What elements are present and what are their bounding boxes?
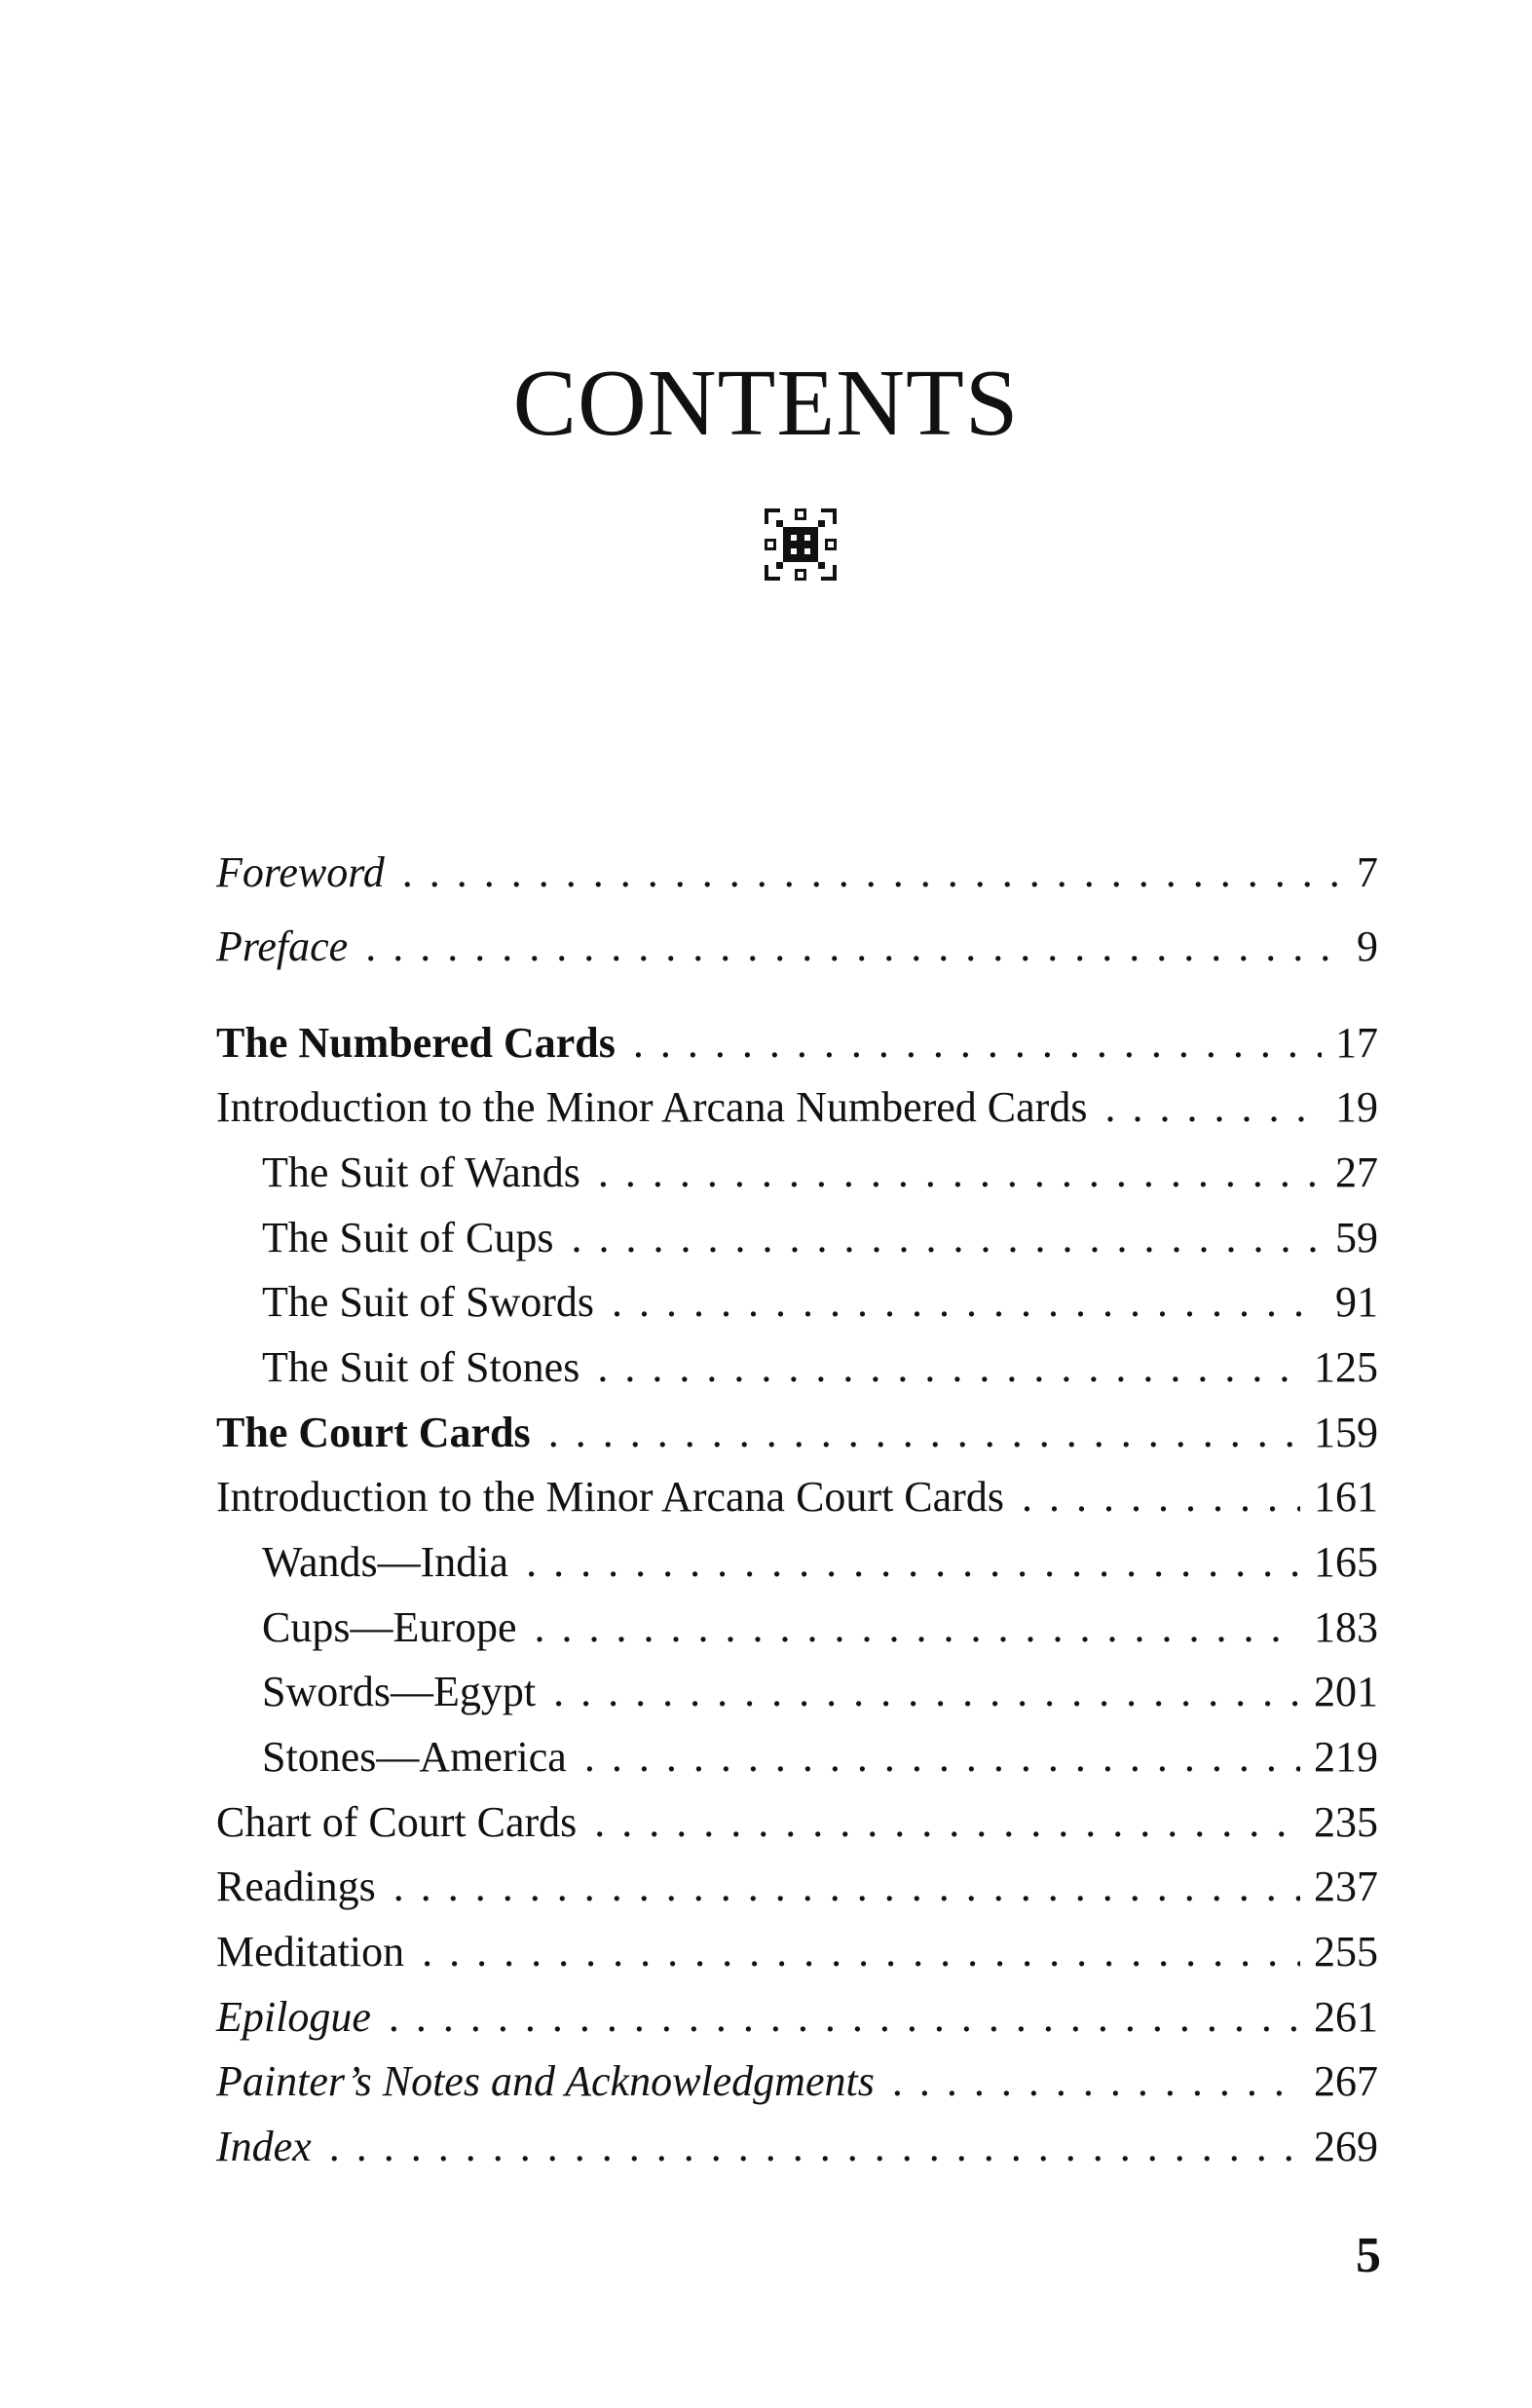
toc-entry-label: Painter’s Notes and Acknowledgments [216, 2057, 875, 2105]
toc-entry-numbered-cards[interactable] [216, 1016, 1378, 1071]
dot-leader [553, 1665, 1300, 1719]
toc-entry-painters-notes[interactable] [216, 2054, 1378, 2109]
dot-leader [526, 1535, 1300, 1590]
toc-entry-page: 165 [1314, 1538, 1378, 1586]
toc-entry-page: 255 [1314, 1928, 1378, 1975]
toc-entry-page: 219 [1314, 1733, 1378, 1781]
toc-entry-label: Wands—India [262, 1538, 509, 1586]
dot-leader [389, 1990, 1300, 2045]
toc-entry-label: Preface [216, 922, 349, 970]
dot-leader [892, 2054, 1300, 2109]
dot-leader [612, 1275, 1322, 1330]
dot-leader [597, 1340, 1300, 1395]
dot-leader [535, 1600, 1300, 1655]
toc-entry-page: 235 [1314, 1798, 1378, 1846]
toc-entry-page: 9 [1357, 922, 1378, 970]
dot-leader [1104, 1080, 1322, 1135]
dot-leader [548, 1406, 1300, 1460]
dot-leader [422, 1925, 1300, 1979]
toc-entry-wands-india[interactable] [262, 1535, 1378, 1590]
toc-entry-page: 237 [1314, 1862, 1378, 1910]
toc-entry-page: 17 [1335, 1019, 1378, 1067]
toc-entry-suit-of-swords[interactable] [262, 1275, 1378, 1330]
toc-entry-page: 159 [1314, 1409, 1378, 1456]
page-title: CONTENTS [512, 351, 1020, 456]
toc-entry-label: Readings [216, 1862, 376, 1910]
toc-entry-page: 183 [1314, 1603, 1378, 1651]
toc-entry-page: 19 [1335, 1083, 1378, 1131]
toc-entry-foreword[interactable] [216, 846, 1378, 900]
toc-entry-label: Cups—Europe [262, 1603, 517, 1651]
dot-leader [1022, 1470, 1300, 1524]
toc-entry-page: 91 [1335, 1278, 1378, 1326]
toc-entry-label: Epilogue [216, 1993, 371, 2041]
toc-entry-label: The Suit of Stones [262, 1343, 580, 1391]
toc-entry-suit-of-wands[interactable] [262, 1146, 1378, 1200]
toc-entry-intro-numbered-cards[interactable] [216, 1080, 1378, 1135]
toc-entry-page: 261 [1314, 1993, 1378, 2041]
toc-entry-suit-of-cups[interactable] [262, 1211, 1378, 1265]
dot-leader [633, 1016, 1322, 1071]
dot-leader [365, 920, 1343, 974]
toc-entry-page: 269 [1314, 2123, 1378, 2170]
dot-leader [393, 1860, 1300, 1914]
toc-entry-meditation[interactable] [216, 1925, 1378, 1979]
toc-entry-page: 201 [1314, 1668, 1378, 1715]
toc-entry-chart-court-cards[interactable] [216, 1795, 1378, 1850]
toc-entry-preface[interactable] [216, 920, 1378, 974]
toc-entry-label: Swords—Egypt [262, 1668, 537, 1715]
toc-entry-label: Introduction to the Minor Arcana Numbered Cards [216, 1083, 1088, 1131]
dot-leader [571, 1211, 1322, 1265]
toc-entry-page: 27 [1335, 1148, 1378, 1196]
dot-leader [329, 2120, 1300, 2174]
toc-entry-label: Index [216, 2123, 312, 2170]
toc-entry-stones-america[interactable] [262, 1730, 1378, 1785]
dot-leader [584, 1730, 1300, 1785]
toc-entry-intro-court-cards[interactable] [216, 1470, 1378, 1524]
toc-entry-label: Foreword [216, 848, 385, 896]
toc-entry-epilogue[interactable] [216, 1990, 1378, 2045]
toc-entry-label: The Suit of Swords [262, 1278, 594, 1326]
toc-entry-label: The Suit of Cups [262, 1214, 554, 1261]
dot-leader [402, 846, 1343, 900]
square-knot-ornament-icon [763, 507, 839, 583]
dot-leader [594, 1795, 1300, 1850]
toc-entry-index[interactable] [216, 2120, 1378, 2174]
toc-entry-label: Introduction to the Minor Arcana Court Cards [216, 1473, 1004, 1521]
page-number: 5 [1356, 2228, 1381, 2283]
toc-entry-readings[interactable] [216, 1860, 1378, 1914]
toc-entry-page: 161 [1314, 1473, 1378, 1521]
toc-entry-court-cards[interactable] [216, 1406, 1378, 1460]
toc-entry-label: Meditation [216, 1928, 405, 1975]
toc-entry-swords-egypt[interactable] [262, 1665, 1378, 1719]
toc-entry-page: 59 [1335, 1214, 1378, 1261]
toc-entry-label: Chart of Court Cards [216, 1798, 578, 1846]
toc-entry-label: The Suit of Wands [262, 1148, 580, 1196]
toc-entry-suit-of-stones[interactable] [262, 1340, 1378, 1395]
toc-entry-label: Stones—America [262, 1733, 567, 1781]
toc-entry-label: The Court Cards [216, 1409, 531, 1456]
toc-entry-page: 7 [1357, 848, 1378, 896]
dot-leader [598, 1146, 1322, 1200]
toc-entry-page: 125 [1314, 1343, 1378, 1391]
toc-entry-cups-europe[interactable] [262, 1600, 1378, 1655]
toc-entry-label: The Numbered Cards [216, 1019, 616, 1067]
toc-entry-page: 267 [1314, 2057, 1378, 2105]
